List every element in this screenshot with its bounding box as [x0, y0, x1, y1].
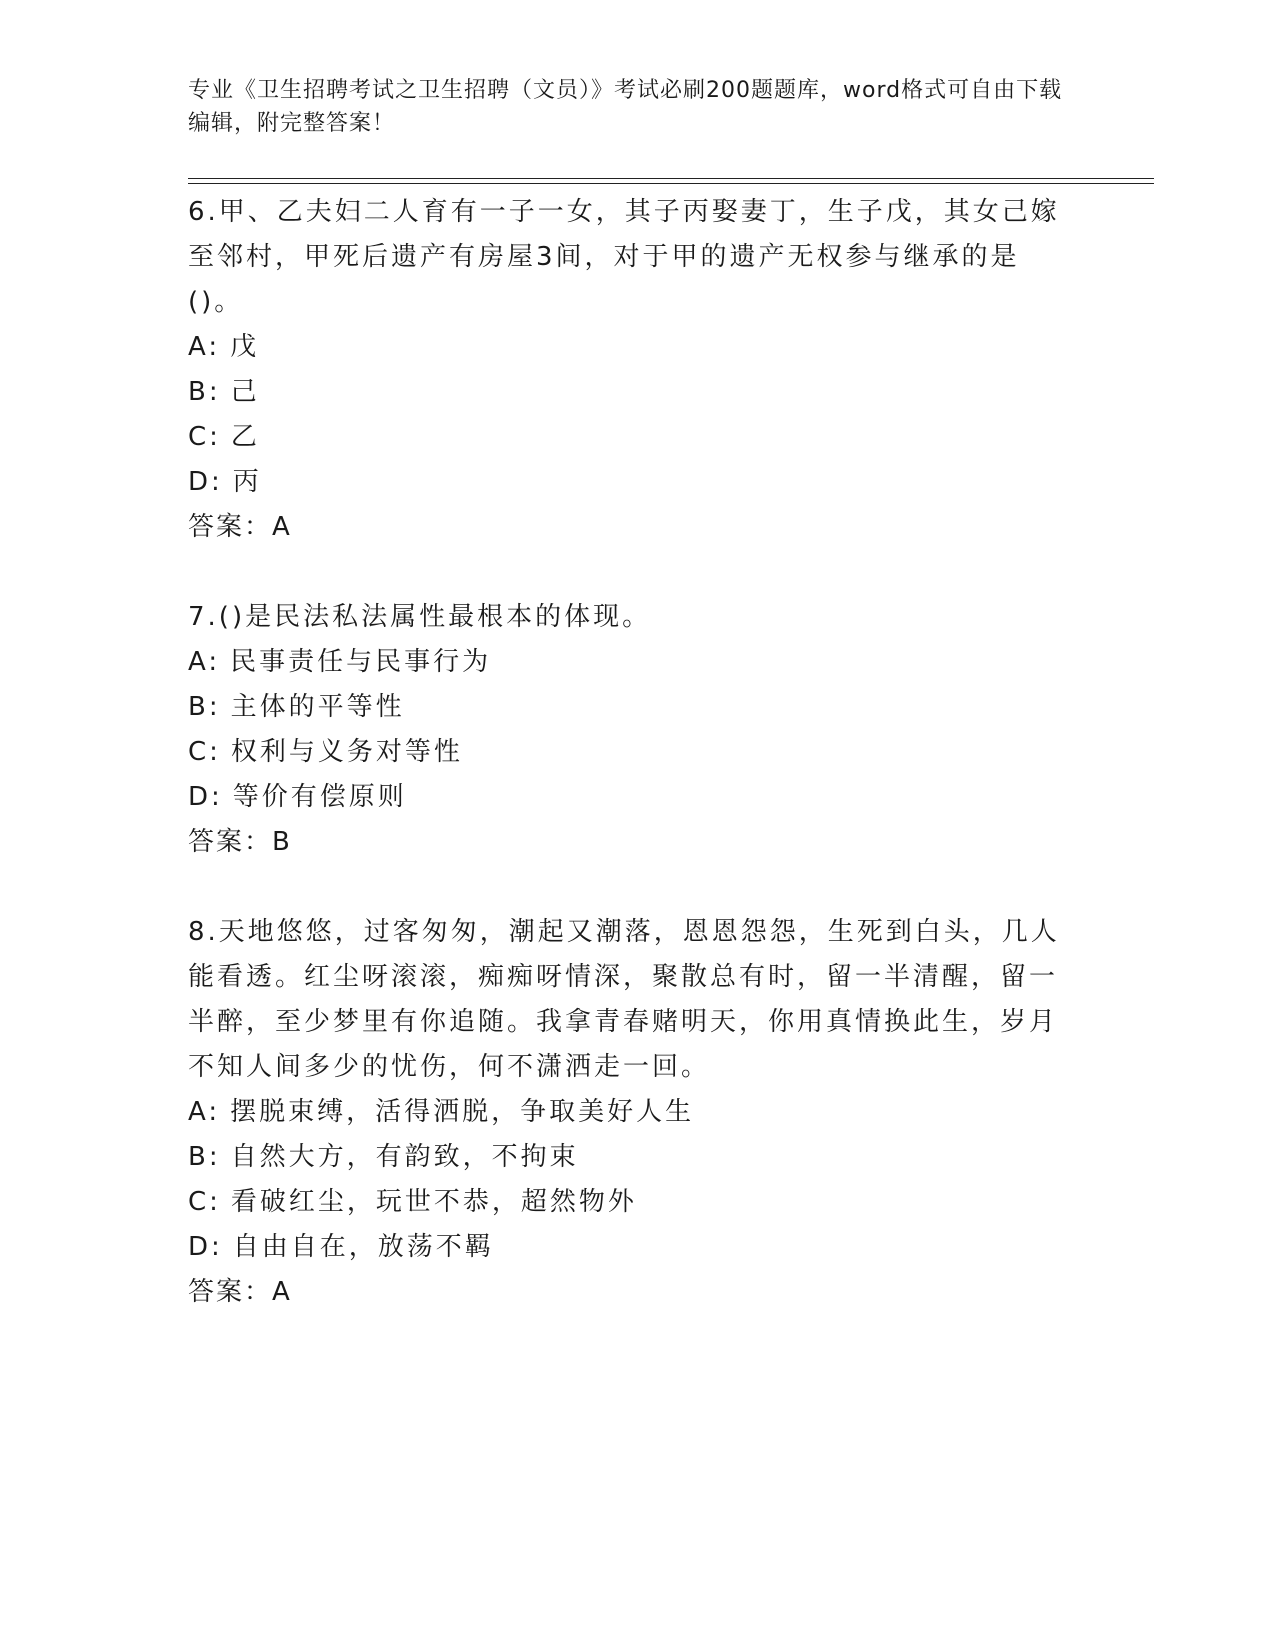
option-d	[188, 460, 1068, 505]
option-d	[188, 775, 1068, 820]
option-a	[188, 1090, 1068, 1135]
option-key: C:	[188, 1187, 221, 1217]
question-6	[188, 190, 1068, 550]
option-c	[188, 1180, 1068, 1225]
option-key: B:	[188, 377, 221, 407]
option-a	[188, 325, 1068, 370]
answer-line: 答案：B	[188, 827, 292, 857]
option-text: 自由自在，放荡不羁	[232, 1232, 494, 1262]
option-b	[188, 1135, 1068, 1180]
header-rule-bottom	[188, 183, 1154, 184]
option-key: D:	[188, 467, 223, 497]
option-text: 丙	[232, 467, 262, 497]
spacer	[188, 550, 1068, 595]
option-key: A:	[188, 332, 221, 362]
answer-line: 答案：A	[188, 1277, 292, 1307]
option-text: 戊	[230, 332, 260, 362]
question-list	[188, 190, 1068, 1315]
question-7	[188, 595, 1068, 865]
option-key: D:	[188, 1232, 223, 1262]
option-c	[188, 730, 1068, 775]
header-rule-top	[188, 178, 1154, 179]
option-text: 摆脱束缚，活得洒脱，争取美好人生	[230, 1097, 695, 1127]
option-text: 等价有偿原则	[232, 782, 407, 812]
option-text: 民事责任与民事行为	[230, 647, 492, 677]
option-text: 己	[230, 377, 260, 407]
document-header: 专业《卫生招聘考试之卫生招聘（文员）》考试必刷200题题库，word格式可自由下载编辑，附完整答案！	[188, 78, 1063, 136]
option-key: B:	[188, 1142, 221, 1172]
option-key: C:	[188, 422, 221, 452]
option-b	[188, 685, 1068, 730]
option-key: A:	[188, 1097, 221, 1127]
option-text: 权利与义务对等性	[230, 737, 463, 767]
option-text: 主体的平等性	[230, 692, 405, 722]
question-8	[188, 910, 1068, 1315]
option-b	[188, 370, 1068, 415]
option-text: 自然大方，有韵致，不拘束	[230, 1142, 579, 1172]
option-key: C:	[188, 737, 221, 767]
option-c	[188, 415, 1068, 460]
spacer	[188, 865, 1068, 910]
question-stem: 7.()是民法私法属性最根本的体现。	[188, 602, 652, 632]
option-a	[188, 640, 1068, 685]
option-text: 看破红尘，玩世不恭，超然物外	[230, 1187, 637, 1217]
option-key: A:	[188, 647, 221, 677]
option-text: 乙	[230, 422, 260, 452]
option-d	[188, 1225, 1068, 1270]
answer-line: 答案：A	[188, 512, 292, 542]
option-key: B:	[188, 692, 221, 722]
question-stem: 6.甲、乙夫妇二人育有一子一女，其子丙娶妻丁，生子戊，其女己嫁至邻村，甲死后遗产有房屋3间，对于甲的遗产无权参与继承的是()。	[188, 197, 1060, 317]
question-stem: 8.天地悠悠，过客匆匆，潮起又潮落，恩恩怨怨，生死到白头，几人能看透。红尘呀滚滚，痴痴呀情深，聚散总有时，留一半清醒，留一半醉，至少梦里有你追随。我拿青春赌明天，你用真情换此生，岁月不知人间多少的忧伤，何不潇洒走一回。	[188, 917, 1060, 1082]
option-key: D:	[188, 782, 223, 812]
